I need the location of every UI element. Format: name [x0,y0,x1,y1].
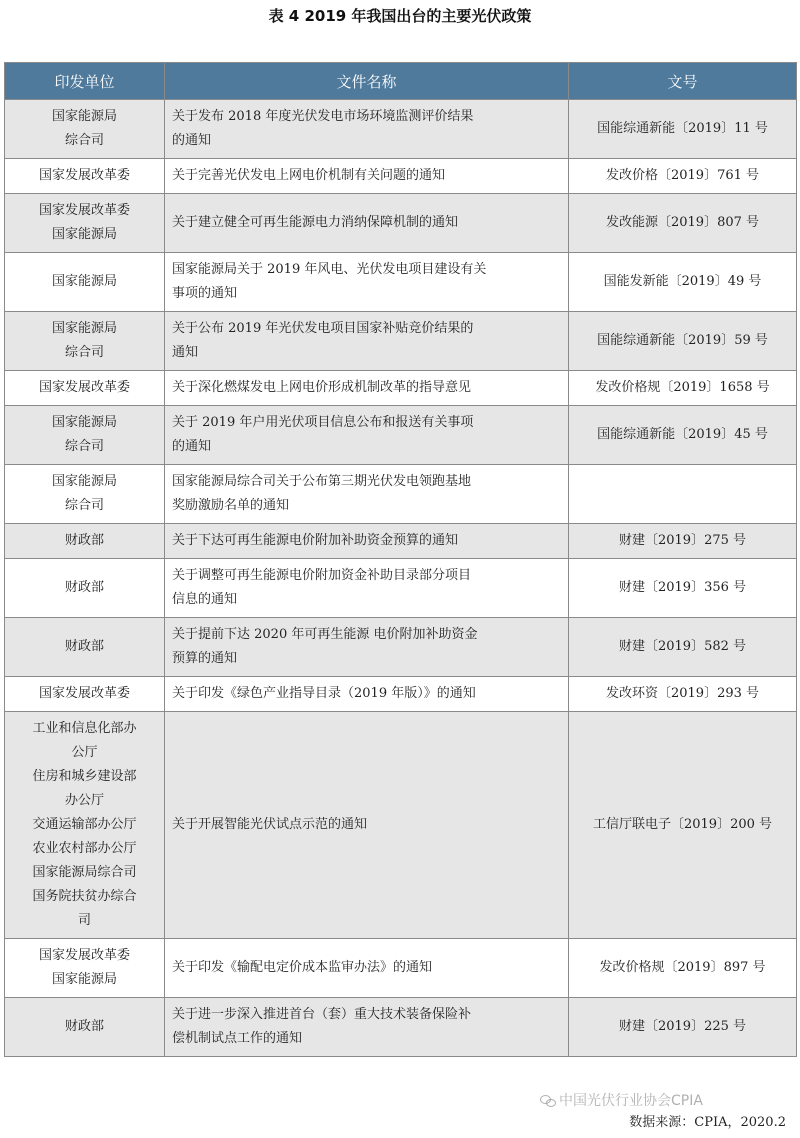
issuer-line: 综合司 [64,498,104,513]
document-number-cell: 国能综通新能〔2019〕45 号 [569,406,797,465]
table-row [5,939,797,998]
document-name-line: 关于进一步深入推进首台（套）重大技术装备保险补 [172,1007,472,1022]
issuer-line: 综合司 [64,439,104,454]
issuer-line: 办公厅 [64,793,104,808]
document-name-line: 国家能源局综合司关于公布第三期光伏发电领跑基地 [172,474,472,489]
document-name-line: 关于 2019 年户用光伏项目信息公布和报送有关事项 [172,415,474,430]
issuer-line: 综合司 [64,345,104,360]
issuer-cell [5,939,165,998]
document-number-cell [569,465,797,524]
document-name-line: 关于印发《绿色产业指导目录（2019 年版）》的通知 [172,686,476,701]
table-row [5,559,797,618]
issuer-cell [5,618,165,677]
column-header-issuer: 印发单位 [5,63,165,100]
issuer-line: 国家发展改革委 [38,380,130,395]
document-name-cell [165,406,569,465]
document-number-cell: 国能综通新能〔2019〕11 号 [569,100,797,159]
document-name-line: 关于完善光伏发电上网电价机制有关问题的通知 [172,168,446,183]
table-row [5,712,797,939]
table-row [5,406,797,465]
table-row [5,998,797,1057]
document-name-line: 关于深化燃煤发电上网电价形成机制改革的指导意见 [172,380,472,395]
document-name-cell [165,465,569,524]
document-name-cell [165,559,569,618]
issuer-cell [5,677,165,712]
table-row [5,100,797,159]
document-number-cell: 财建〔2019〕582 号 [569,618,797,677]
issuer-cell [5,559,165,618]
issuer-cell [5,312,165,371]
document-name-line: 关于印发《输配电定价成本监审办法》的通知 [172,960,433,975]
wechat-icon [540,1095,556,1107]
document-number-cell: 发改价格规〔2019〕1658 号 [569,371,797,406]
issuer-cell [5,100,165,159]
table-row [5,253,797,312]
policy-table [4,62,797,1057]
document-number-cell: 发改价格规〔2019〕897 号 [569,939,797,998]
document-name-cell [165,998,569,1057]
issuer-line: 国家能源局综合司 [32,865,137,880]
issuer-line: 农业农村部办公厅 [32,841,137,856]
column-header-document-number: 文号 [569,63,797,100]
issuer-cell [5,253,165,312]
issuer-cell [5,406,165,465]
document-number-cell: 财建〔2019〕275 号 [569,524,797,559]
issuer-line: 财政部 [64,1019,104,1034]
document-name-cell [165,939,569,998]
issuer-line: 国家能源局 [51,972,117,987]
issuer-line: 司 [77,913,91,928]
table-header-row [5,63,797,100]
issuer-line: 国家能源局 [51,474,117,489]
document-name-line: 的通知 [172,439,212,454]
issuer-line: 国家发展改革委 [38,168,130,183]
document-name-line: 通知 [172,345,199,360]
issuer-line: 综合司 [64,133,104,148]
document-name-cell [165,159,569,194]
issuer-line: 公厅 [71,745,98,760]
document-number-cell: 发改价格〔2019〕761 号 [569,159,797,194]
document-name-line: 关于公布 2019 年光伏发电项目国家补贴竞价结果的 [172,321,474,336]
issuer-line: 财政部 [64,533,104,548]
column-header-document-name: 文件名称 [165,63,569,100]
document-name-line: 关于提前下达 2020 年可再生能源 电价附加补助资金 [172,627,478,642]
table-row [5,524,797,559]
issuer-cell [5,712,165,939]
document-name-line: 的通知 [172,133,212,148]
issuer-line: 财政部 [64,639,104,654]
document-number-cell: 发改能源〔2019〕807 号 [569,194,797,253]
document-name-line: 关于建立健全可再生能源电力消纳保障机制的通知 [172,215,459,230]
data-source-note: 数据来源：CPIA，2020.2 [629,1115,786,1130]
issuer-cell [5,524,165,559]
document-name-line: 预算的通知 [172,651,238,666]
document-name-line: 国家能源局关于 2019 年风电、光伏发电项目建设有关 [172,262,487,277]
issuer-line: 国家发展改革委 [38,686,130,701]
issuer-line: 国家发展改革委 [38,948,130,963]
document-name-cell [165,677,569,712]
document-name-line: 关于发布 2018 年度光伏发电市场环境监测评价结果 [172,109,474,124]
document-name-line: 奖励激励名单的通知 [172,498,290,513]
issuer-cell [5,465,165,524]
issuer-cell [5,159,165,194]
issuer-line: 国家能源局 [51,274,117,289]
document-name-cell [165,371,569,406]
issuer-line: 国家能源局 [51,415,117,430]
document-name-cell [165,100,569,159]
issuer-cell [5,998,165,1057]
document-number-cell: 财建〔2019〕225 号 [569,998,797,1057]
document-name-line: 关于下达可再生能源电价附加补助资金预算的通知 [172,533,459,548]
document-number-cell: 财建〔2019〕356 号 [569,559,797,618]
document-name-cell [165,618,569,677]
document-name-line: 事项的通知 [172,286,238,301]
document-name-cell [165,524,569,559]
table-row [5,618,797,677]
issuer-line: 交通运输部办公厅 [32,817,137,832]
table-row [5,677,797,712]
table-row [5,371,797,406]
table-row [5,159,797,194]
document-name-line: 偿机制试点工作的通知 [172,1031,303,1046]
document-name-line: 信息的通知 [172,592,238,607]
document-name-line: 关于开展智能光伏试点示范的通知 [172,817,368,832]
document-name-cell [165,194,569,253]
table-title: 表 4 2019 年我国出台的主要光伏政策 [268,7,532,25]
issuer-cell [5,371,165,406]
issuer-line: 国家能源局 [51,109,117,124]
table-row [5,312,797,371]
document-number-cell: 工信厅联电子〔2019〕200 号 [569,712,797,939]
issuer-line: 国家能源局 [51,321,117,336]
issuer-line: 工业和信息化部办 [32,721,137,736]
table-body [5,100,797,1057]
watermark [540,1090,703,1110]
table-row [5,194,797,253]
document-name-cell [165,712,569,939]
issuer-line: 国家能源局 [51,227,117,242]
issuer-line: 国务院扶贫办综合 [32,889,137,904]
document-number-cell: 发改环资〔2019〕293 号 [569,677,797,712]
watermark-text: 中国光伏行业协会CPIA [559,1093,703,1109]
document-name-cell [165,253,569,312]
issuer-cell [5,194,165,253]
issuer-line: 住房和城乡建设部 [32,769,137,784]
issuer-line: 财政部 [64,580,104,595]
document-name-line: 关于调整可再生能源电价附加资金补助目录部分项目 [172,568,472,583]
document-number-cell: 国能发新能〔2019〕49 号 [569,253,797,312]
document-name-cell [165,312,569,371]
document-number-cell: 国能综通新能〔2019〕59 号 [569,312,797,371]
issuer-line: 国家发展改革委 [38,203,130,218]
table-row [5,465,797,524]
